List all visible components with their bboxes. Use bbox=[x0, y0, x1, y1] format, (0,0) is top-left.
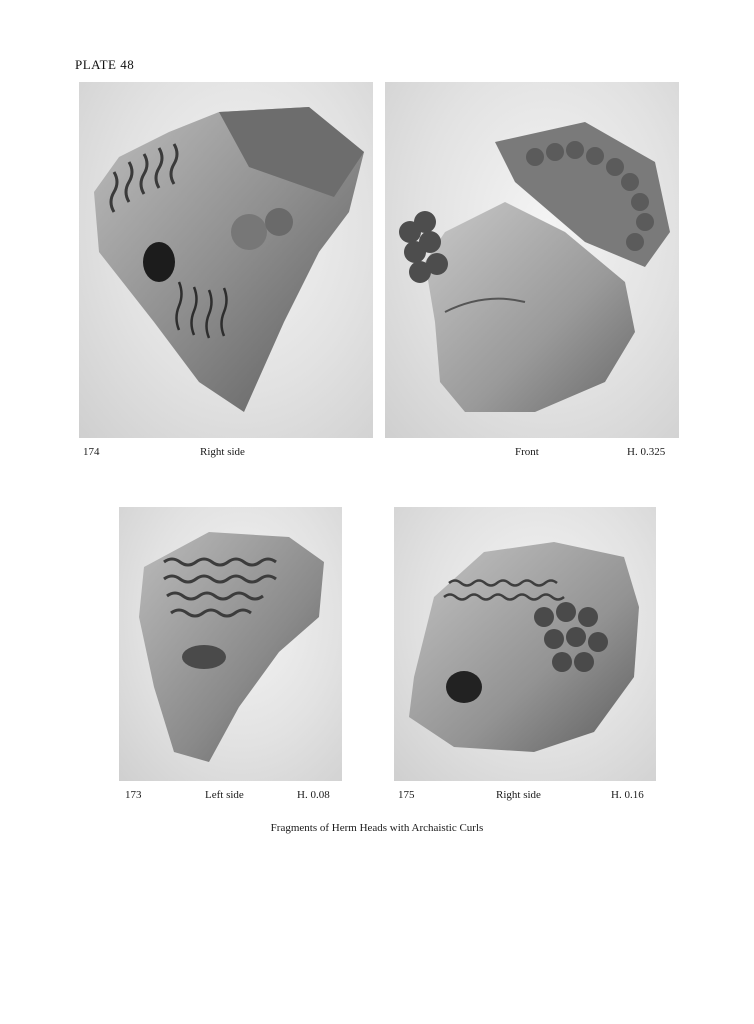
photo-fragment-174-right-side bbox=[79, 82, 373, 438]
figure-height-label: H. 0.08 bbox=[297, 789, 330, 801]
sculpture-fragment-image bbox=[119, 507, 342, 781]
figure-height-label: H. 0.16 bbox=[611, 789, 644, 801]
sculpture-fragment-image bbox=[79, 82, 373, 438]
figure-number: 173 bbox=[125, 789, 142, 801]
figure-height-label: H. 0.325 bbox=[627, 446, 666, 458]
figure-view-label: Right side bbox=[200, 446, 245, 458]
figure-view-label: Left side bbox=[205, 789, 244, 801]
sculpture-fragment-image bbox=[385, 82, 679, 438]
photo-fragment-174-front bbox=[385, 82, 679, 438]
figure-number: 174 bbox=[83, 446, 100, 458]
figure-view-label: Front bbox=[515, 446, 539, 458]
photo-fragment-173-left-side bbox=[119, 507, 342, 781]
sculpture-fragment-image bbox=[394, 507, 656, 781]
plate-caption: Fragments of Herm Heads with Archaistic Curls bbox=[270, 822, 484, 834]
photo-fragment-175-right-side bbox=[394, 507, 656, 781]
figure-number: 175 bbox=[398, 789, 415, 801]
plate-title: PLATE 48 bbox=[75, 57, 135, 72]
figure-view-label: Right side bbox=[496, 789, 541, 801]
